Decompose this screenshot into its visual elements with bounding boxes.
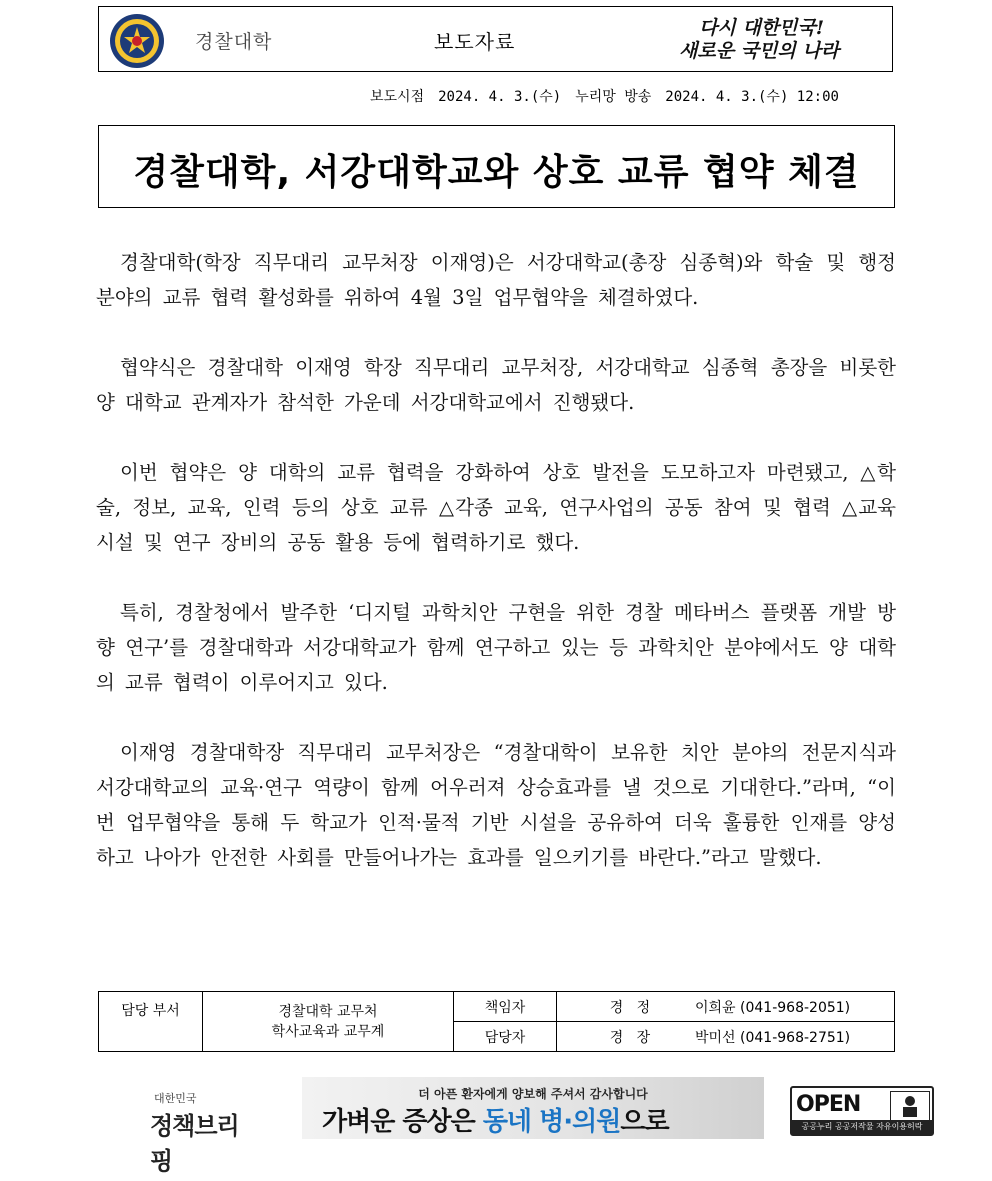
banner-top-text: 더 아픈 환자에게 양보해 주셔서 감사합니다 (418, 1087, 648, 1101)
doc-type: 보도자료 (434, 30, 516, 54)
dept-name (203, 992, 454, 1052)
table-row (99, 992, 895, 1022)
release-line (370, 86, 853, 106)
article-body (96, 245, 896, 910)
release-date: 2024. 4. 3.(수) (438, 89, 562, 105)
person-cell (557, 992, 895, 1022)
attribution-icon (890, 1091, 930, 1123)
paragraph: 협약식은 경찰대학 이재영 학장 직무대리 교무처장, 서강대학교 심종혁 총장을 비롯한 양 대학교 관계자가 참석한 가운데 서강대학교에서 진행됐다. (96, 356, 896, 414)
person-cell (557, 1022, 895, 1052)
police-emblem-icon (109, 13, 165, 69)
title-box (98, 125, 895, 208)
slogan (669, 13, 869, 69)
dept-label: 담당 부서 (99, 992, 203, 1052)
slogan-line2: 새로운 국민의 나라 (679, 40, 840, 62)
slogan-line1: 다시 대한민국! (699, 17, 825, 39)
contact-name: 이희윤 (041-968-2051) (695, 999, 851, 1016)
banner-main-a: 가벼운 증상은 (322, 1107, 483, 1137)
paragraph: 경찰대학(학장 직무대리 교무처장 이재영)은 서강대학교(총장 심종혁)와 학술 및 행정 분야의 교류 협력 활성화를 위하여 4월 3일 업무협약을 체결하였다. (96, 251, 896, 309)
header-box (98, 6, 893, 72)
dept-line1: 경찰대학 교무처 (278, 1003, 378, 1020)
banner-main-text (322, 1101, 669, 1138)
online-label: 누리망 방송 (575, 89, 652, 105)
role-cell: 책임자 (454, 992, 557, 1022)
open-text: OPEN (796, 1092, 861, 1117)
dept-line2: 학사교육과 교무계 (271, 1023, 385, 1040)
rank: 경 정 (609, 999, 651, 1016)
paragraph: 이재영 경찰대학장 직무대리 교무처장은 “경찰대학이 보유한 치안 분야의 전문지식과 서강대학교의 교육·연구 역량이 함께 어우러져 상승효과를 낼 것으로 기대한다.”라며, “이번 업무협약을 통해 두 학교가 인적·물적 기반 시설을 공유하여 더욱 훌륭한 인재를 양성하고 나아가 안전한 사회를 만들어나가는 효과를 일으키기를 바란다.”라고 말했다. (96, 741, 896, 869)
policy-small-text: 대한민국 (154, 1092, 197, 1105)
online-date: 2024. 4. 3.(수) 12:00 (665, 89, 839, 105)
policy-briefing-logo[interactable] (150, 1086, 260, 1175)
rank: 경 장 (609, 1029, 651, 1046)
contact-name: 박미선 (041-968-2751) (695, 1029, 851, 1046)
open-tag: 공공누리 공공저작물 자유이용허락 (792, 1120, 932, 1134)
paragraph: 특히, 경찰청에서 발주한 ‘디지털 과학치안 구현을 위한 경찰 메타버스 플랫폼 개발 방향 연구’를 경찰대학과 서강대학교가 함께 연구하고 있는 등 과학치안 분야에서도 양 대학의 교류 협력이 이루어지고 있다. (96, 601, 896, 694)
policy-big-text: 정책브리핑 (150, 1112, 239, 1175)
paragraph: 이번 협약은 양 대학의 교류 협력을 강화하여 상호 발전을 도모하고자 마련됐고, △학술, 정보, 교육, 인력 등의 상호 교류 △각종 교육, 연구사업의 공동 참여 및 협력 △교육 시설 및 연구 장비의 공동 활용 등에 협력하기로 했다. (96, 461, 896, 554)
banner-main-b: 동네 병·의원 (482, 1107, 621, 1137)
campaign-banner[interactable] (302, 1077, 764, 1139)
banner-main-c: 으로 (620, 1107, 669, 1137)
page-title: 경찰대학, 서강대학교와 상호 교류 협약 체결 (133, 152, 860, 193)
role-cell: 담당자 (454, 1022, 557, 1052)
open-license-badge[interactable] (790, 1086, 934, 1136)
org-name: 경찰대학 (195, 31, 273, 53)
contact-table (98, 991, 895, 1052)
footer (0, 1072, 992, 1175)
release-label: 보도시점 (370, 89, 425, 105)
